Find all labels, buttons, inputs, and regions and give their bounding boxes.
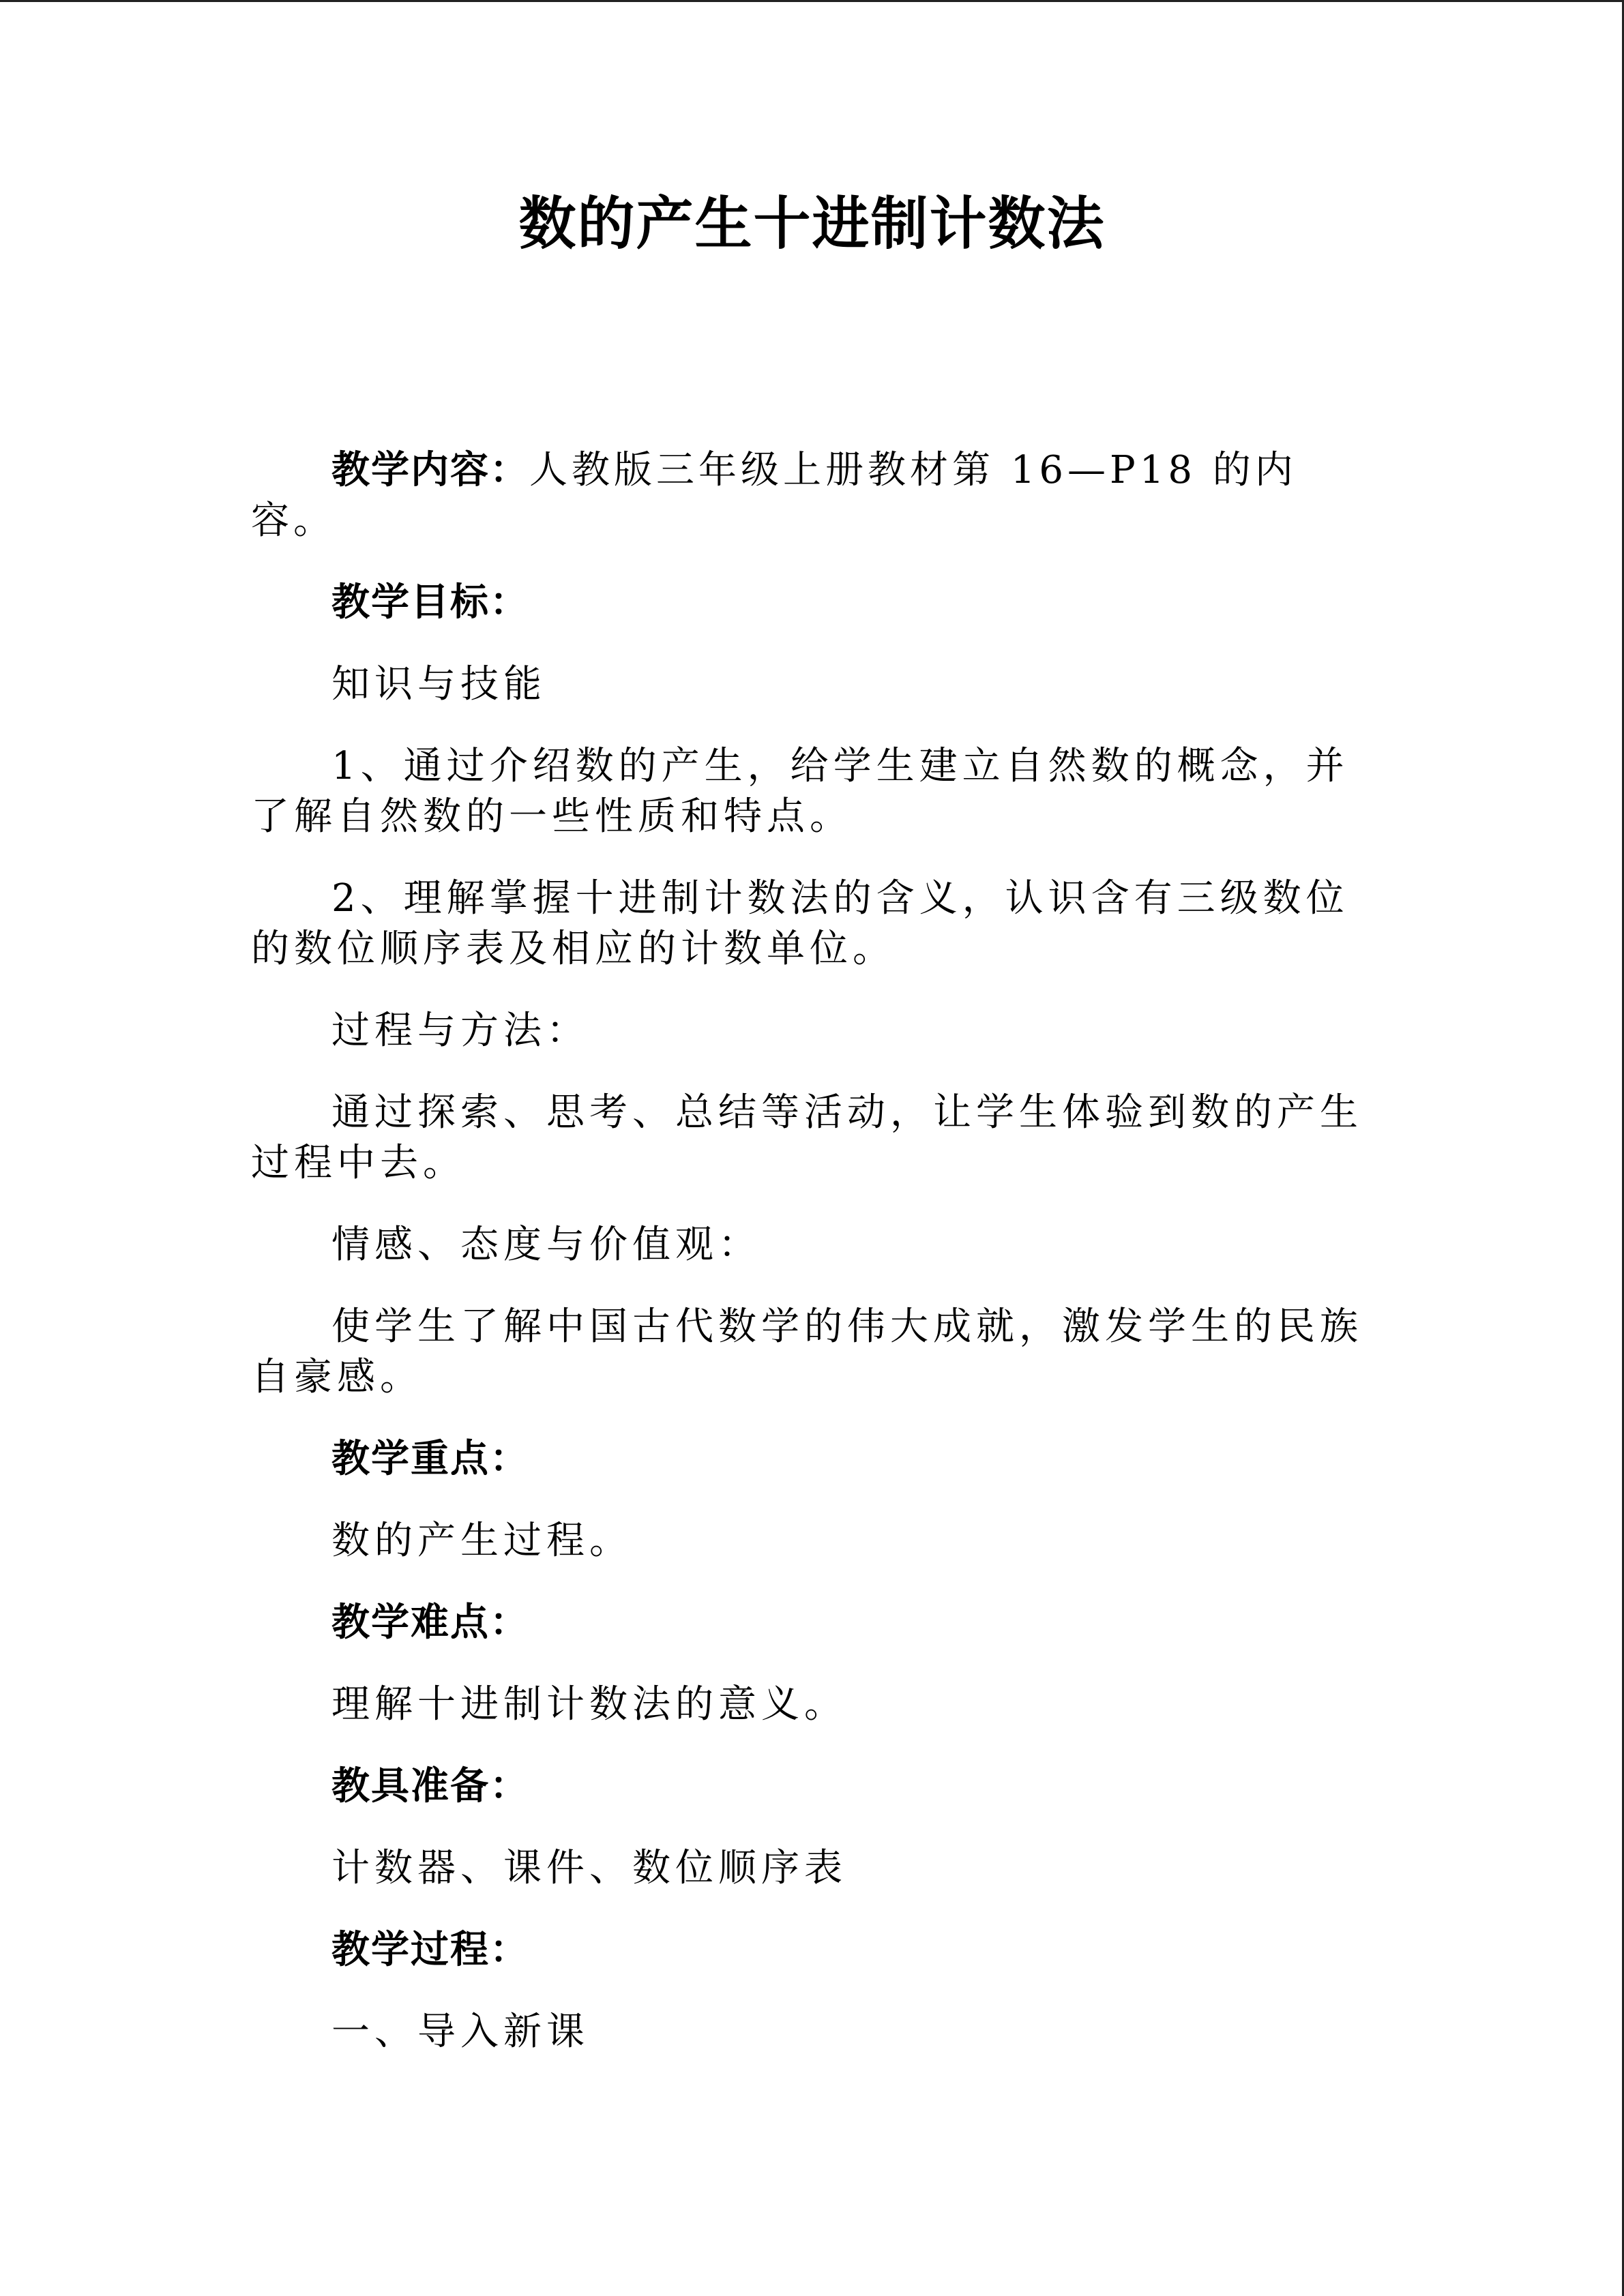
difficulty-label: 教学难点： xyxy=(331,1600,529,1645)
emotion-values-paragraph: 使学生了解中国古代数学的伟大成就，激发学生的民族自豪感。 xyxy=(251,1304,1363,1399)
teaching-goals-label: 教学目标： xyxy=(331,580,529,625)
procedure-label: 教学过程： xyxy=(331,1928,529,1972)
document-body xyxy=(251,445,1376,2089)
knowledge-skills-heading: 知识与技能 xyxy=(331,662,546,706)
teaching-content-paragraph xyxy=(251,445,1376,546)
materials-label: 教具准备： xyxy=(331,1764,529,1808)
key-point-label: 教学重点： xyxy=(331,1437,529,1481)
materials-text: 计数器、课件、数位顺序表 xyxy=(331,1846,847,1890)
emotion-values-heading: 情感、态度与价值观： xyxy=(331,1223,761,1267)
teaching-content-label: 教学内容： xyxy=(331,448,529,492)
document-title: 数的产生十进制计数法 xyxy=(518,190,1106,257)
section-1-heading: 一、导入新课 xyxy=(331,2010,589,2054)
goal-2-paragraph: 2、理解掌握十进制计数法的含义，认识含有三级数位的数位顺序表及相应的计数单位。 xyxy=(251,876,1349,971)
difficulty-text: 理解十进制计数法的意义。 xyxy=(331,1682,847,1727)
key-point-text: 数的产生过程。 xyxy=(331,1519,632,1563)
goal-1-paragraph: 1、通过介绍数的产生，给学生建立自然数的概念，并了解自然数的一些性质和特点。 xyxy=(251,744,1349,839)
teaching-content-text: 人教版三年级上册教材第 16—P18 的内容。 xyxy=(251,448,1297,543)
process-method-heading: 过程与方法： xyxy=(331,1009,589,1053)
process-method-paragraph: 通过探索、思考、总结等活动，让学生体验到数的产生过程中去。 xyxy=(251,1090,1363,1185)
